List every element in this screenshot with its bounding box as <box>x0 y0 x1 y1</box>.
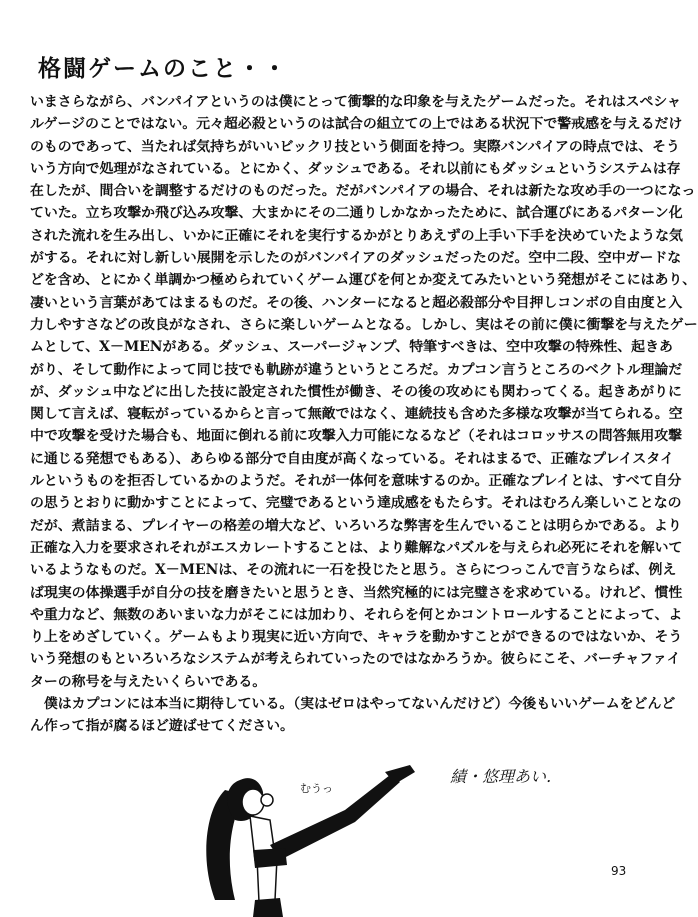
text-line: り上をめざしていく。ゲームもより現実に近い方向で、キャラを動かすことができるのではないか、そう <box>30 629 683 646</box>
text-line: や重力など、無数のあいまいな力がそこには加わり、それらを何とかコントロールすることによって、よ <box>30 606 683 623</box>
text-line: 関して言えば、寝転がっているからと言って無敵ではなく、連続技も含めた多様な攻撃が当てられる。空 <box>30 406 683 423</box>
paragraph-1 <box>30 91 698 693</box>
text-line: ムとして、X－MENがある。ダッシュ、スーパージャンプ、特筆すべきは、空中攻撃の特殊性、起きあ <box>30 339 673 356</box>
text-line: 正確な入力を要求されそれがエスカレートすることは、より難解なパズルを与えられ必死にそれを解いて <box>30 539 683 556</box>
text-line: 在したが、間合いを調整するだけのものだった。だがバンパイアの場合、それは新たな攻め手の一つになっ <box>30 183 696 200</box>
text-line: がする。それに対し新しい展開を示したのがバンパイアのダッシュだったのだ。空中二段、空中ガードな <box>30 250 682 267</box>
text-line: の思うとおりに動かすことによって、完璧であるという達成感をもたらす。それはむろん楽しいことなの <box>30 495 682 512</box>
text-line: 力しやすさなどの改良がなされ、さらに楽しいゲームとなる。しかし、実はその前に僕に衝撃を与えたゲー <box>30 316 698 333</box>
text-line: ば現実の体操選手が自分の技を磨きたいと思うとき、当然究極的には完璧さを求めている。けれど、慣性 <box>30 584 683 601</box>
text-line: いるようなものだ。X－MENは、その流れに一石を投じたと思う。さらにつっこんで言うならば、例え <box>30 562 677 579</box>
text-line: 中で攻撃を受けた場合も、地面に倒れる前に攻撃入力可能になるなど（それはコロッサスの問答無用攻撃 <box>30 428 683 445</box>
text-line: いう方向で処理がなされている。とにかく、ダッシュである。それ以前にもダッシュというシステムは存 <box>30 160 681 177</box>
text-line: だが、煮詰まる、プレイヤーの格差の増大など、いろいろな弊害を生んでいることは明らかである。より <box>30 517 682 534</box>
author-signature: 績・悠理あい． <box>450 767 563 786</box>
kicking-girl-illustration <box>195 750 435 917</box>
sound-effect-text: むうっ <box>300 782 333 795</box>
text-line: いまさらながら、バンパイアというのは僕にとって衝撃的な印象を与えたゲームだった。それはスペシャ <box>30 94 681 110</box>
text-line: ルゲージのことではない。元々超必殺というのは試合の組立ての上ではある状況下で警戒感を与えるだけ <box>30 116 683 133</box>
text-line: いう発想のもといろいろなシステムが考えられていったのではなかろうか。彼らにこそ、バーチャファイ <box>30 651 681 668</box>
text-line: がり、そして動作によって同じ技でも軌跡が違うというところだ。カプコン言うところのベクトル理論だ <box>30 361 683 378</box>
article-title: 格闘ゲームのこと・・ <box>38 56 288 82</box>
text-line: 凄いという言葉があてはまるものだ。その後、ハンターになると超必殺部分や目押しコンボの自由度と入 <box>30 294 683 311</box>
text-line: が、ダッシュ中などに出した技に設定された慣性が働き、その後の攻めにも関わってくる。起きあがりに <box>30 383 682 400</box>
text-line: どを含め、とにかく単調かつ極められていくゲーム運びを何とか変えてみたいという発想がそこにはあり、 <box>30 272 697 289</box>
text-line: された流れを生み出し、いかに正確にそれを実行するかがとりあえずの上手い下手を決めていたような気 <box>30 227 683 244</box>
text-line: ルというものを拒否しているかのようだ。それが一体何を意味するのか。正確なプレイとは、すべて自分 <box>30 473 682 490</box>
page-number: 93 <box>611 864 627 878</box>
text-line: のものであって、当たれば気持ちがいいビックリ技という側面を持つ。実際バンパイアの時点では、そう <box>30 138 680 155</box>
text-line: ターの称号を与えたいくらいである。 <box>30 673 267 690</box>
article-body <box>30 91 698 738</box>
paragraph-2 <box>30 693 676 738</box>
text-line: に通じる発想でもある）、あらゆる部分で自由度が高くなっている。それはまるで、正確なプレイスタイ <box>30 450 674 467</box>
text-line: ん作って指が腐るほど遊ばせてください。 <box>30 718 294 735</box>
text-line: ていた。立ち攻撃か飛び込み攻撃、大まかにその二通りしかなかったために、試合運びにあるパターン化 <box>30 205 683 222</box>
text-line: 僕はカプコンには本当に期待している。（実はゼロはやってないんだけど）今後もいいゲームをどんど <box>30 696 676 713</box>
